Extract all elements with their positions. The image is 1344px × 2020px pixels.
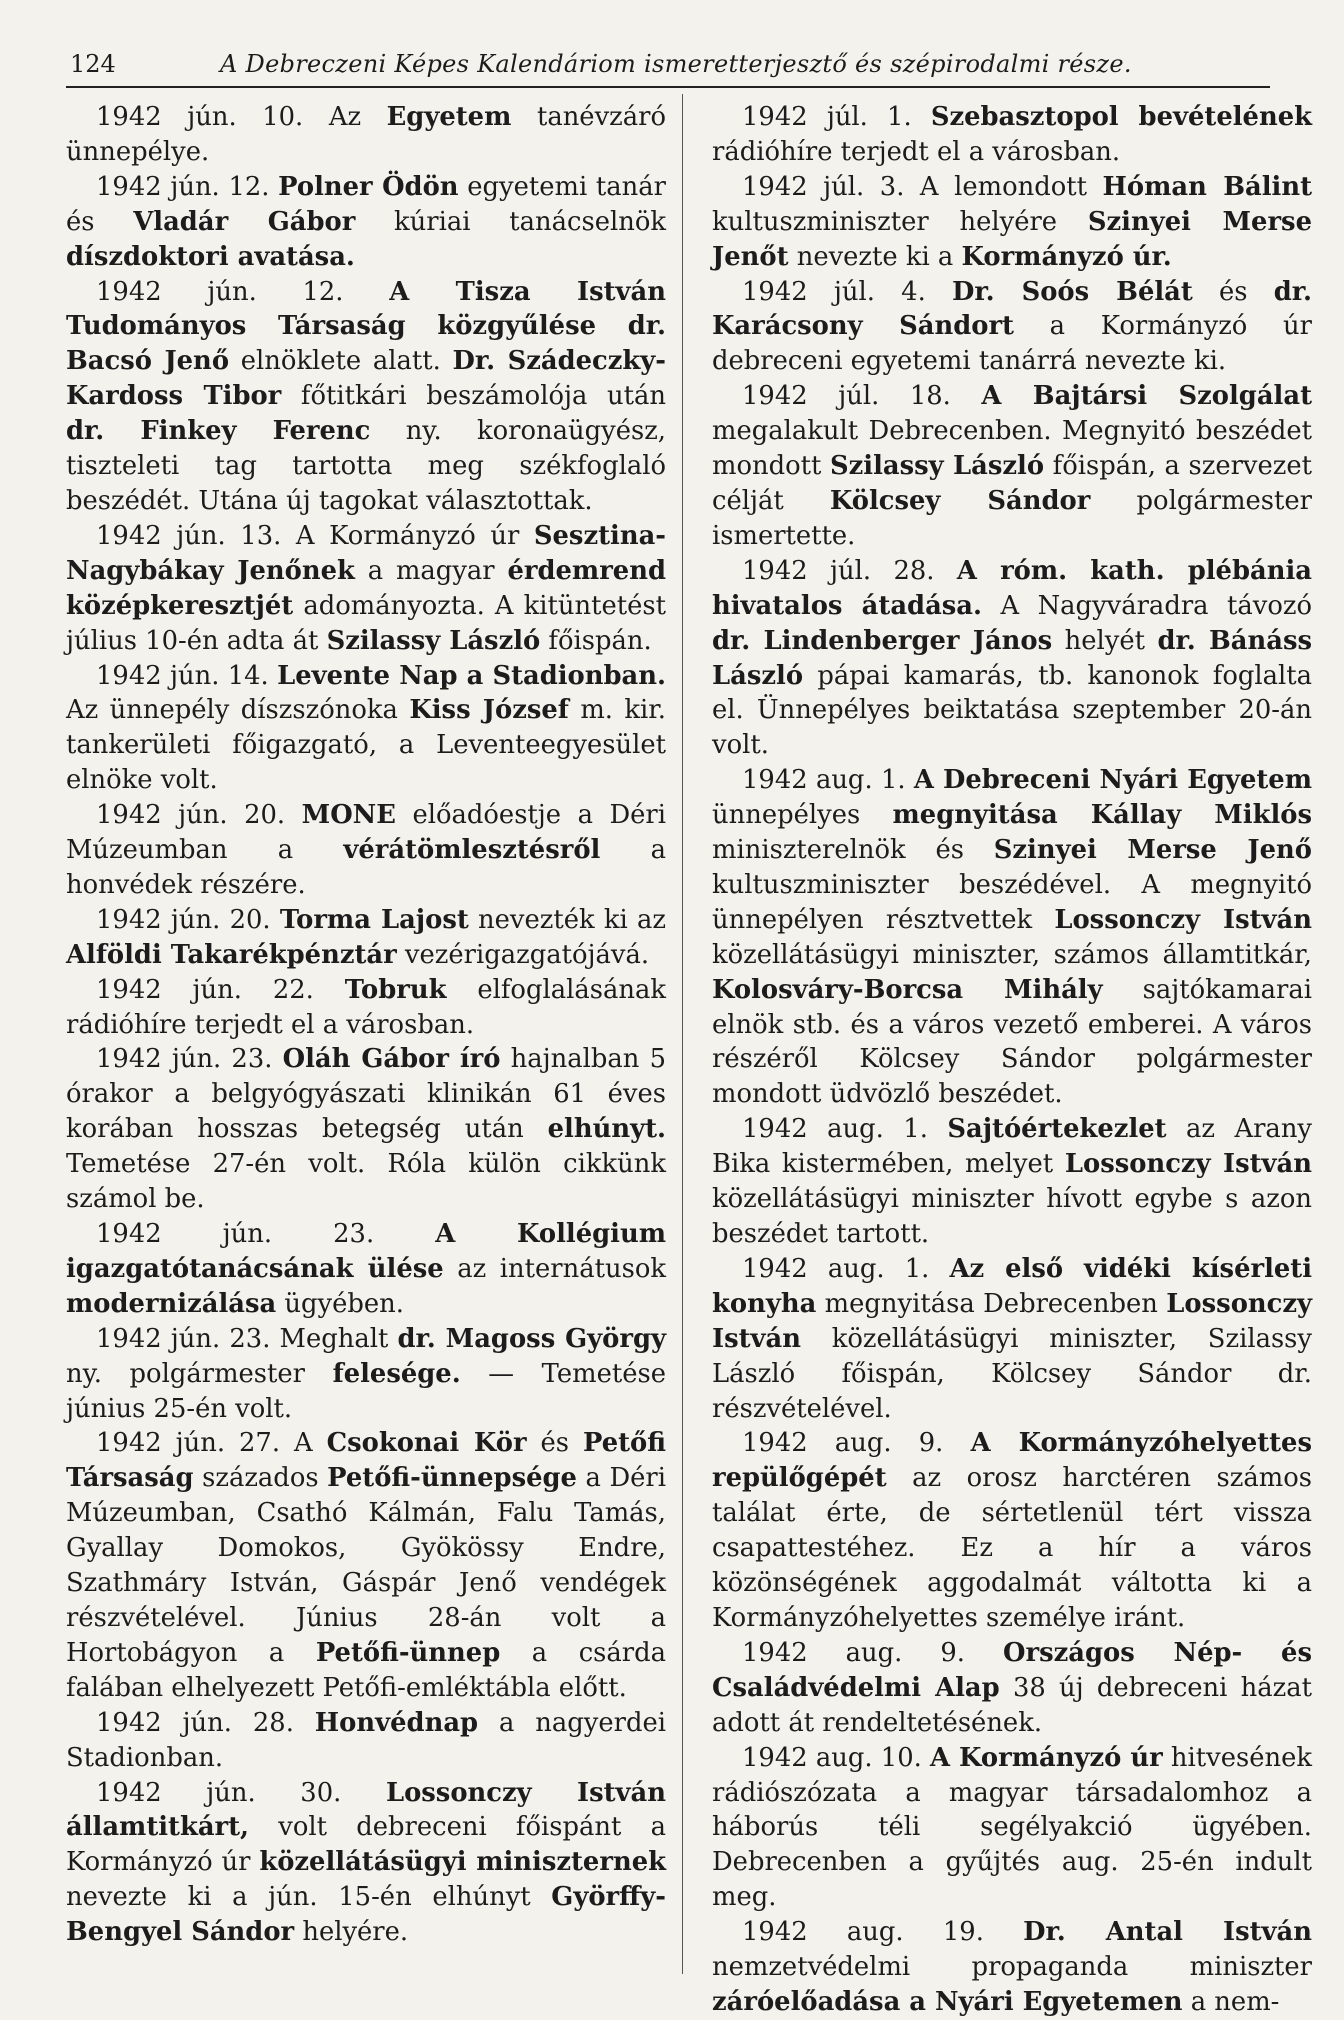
entry-text: 1942 júl. 18. — [742, 381, 982, 412]
entry-text: a csárda falában elhelyezett Petőfi-emléktábla előtt. — [66, 1637, 666, 1703]
chronicle-entry — [66, 1042, 666, 1217]
chronicle-entry — [66, 903, 666, 973]
entry-bold-text: Kolosváry-Borcsa Mihály — [712, 974, 1103, 1005]
entry-bold-text: Sajtóértekezlet — [947, 1114, 1167, 1145]
entry-text: kúriai tanácselnök — [355, 206, 666, 237]
entry-text: Temetése 27-én volt. Róla külön cikkünk számol be. — [66, 1149, 666, 1215]
entry-text: 1942 jún. 30. — [96, 1777, 386, 1808]
entry-text: ügyében. — [276, 1288, 404, 1319]
entry-bold-text: Petőfi-ünnepsége — [327, 1463, 577, 1494]
entry-bold-text: Kiss József — [409, 695, 569, 726]
entry-text: m. kir. tankerületi főigazgató, a Leventeegyesület elnöke volt. — [66, 695, 666, 796]
entry-text: sajtókamarai elnök stb. és a város vezető emberei. A város részéről Kölcsey Sándor polgármester mondott üdvözlő beszédet. — [712, 974, 1312, 1110]
entry-text: elnöklete alatt. — [229, 346, 453, 377]
entry-text: a Kormányzó úr debreceni egyetemi tanárrá nevezte ki. — [712, 311, 1312, 377]
entry-text: a honvédek részére. — [66, 835, 666, 900]
entry-text: a Déri Múzeumban, Csathó Kálmán, Falu Tamás, Gyallay Domokos, Gyökössy Endre, Szathmáry István, Gáspár Jenő vendégek részvételével. Június 28-án volt a Hortobágyon a — [66, 1463, 666, 1668]
entry-text: 1942 jún. 28. — [96, 1707, 315, 1738]
entry-text: elfoglalásának rádióhíre terjedt el a városban. — [66, 974, 666, 1040]
entry-text: polgármester ismertette. — [712, 485, 1312, 551]
entry-bold-text: Az első vidéki kísérleti konyha — [712, 1253, 1313, 1319]
left-column — [66, 100, 666, 1950]
entry-text: kultuszminiszter helyére — [712, 206, 1088, 237]
entry-bold-text: Lossonczy István — [712, 1288, 1312, 1354]
entry-text: főispán. — [540, 625, 652, 656]
entry-bold-text: A Tisza István Tudományos Társaság közgyűlése dr. Bacsó Jenő — [66, 276, 666, 377]
entry-bold-text: Petőfi-ünnep — [315, 1637, 501, 1668]
entry-bold-text: Kölcsey Sándor — [829, 485, 1091, 516]
entry-text: az internátusok — [443, 1253, 667, 1284]
chronicle-entry — [66, 1322, 666, 1427]
entry-bold-text: Országos Nép- és Családvédelmi Alap — [712, 1637, 1312, 1703]
entry-bold-text: Szinyei Merse Jenő — [993, 835, 1312, 866]
chronicle-entry — [712, 170, 1312, 275]
entry-bold-text: dr. Lindenberger János — [712, 625, 1053, 656]
entry-bold-text: dr. Magoss György — [397, 1323, 666, 1354]
entry-text: előadóestje a Déri Múzeumban a — [66, 800, 666, 866]
entry-text: 1942 jún. 27. A — [96, 1428, 327, 1459]
entry-text: — Temetése június 25-én volt. — [66, 1358, 666, 1424]
page-header — [70, 44, 1270, 84]
entry-text: a magyar — [354, 555, 508, 586]
entry-text: 1942 aug. 10. — [742, 1742, 931, 1773]
entry-bold-text: megnyitása Kállay Miklós — [892, 800, 1313, 831]
chronicle-entry — [66, 519, 666, 659]
entry-text: nevezte ki a jún. 15-én elhúnyt — [66, 1882, 552, 1913]
entry-text: és — [1192, 276, 1274, 307]
entry-text: 1942 júl. 28. — [742, 555, 957, 586]
chronicle-entry — [66, 798, 666, 903]
entry-bold-text: A Debreceni Nyári Egyetem — [913, 765, 1312, 796]
entry-bold-text: A róm. kath. plébánia hivatalos átadása. — [712, 555, 1312, 621]
entry-text: megalakult Debrecenben. Megnyitó beszédet mondott — [712, 416, 1312, 482]
entry-text: tanévzáró ünnepélye. — [66, 102, 666, 167]
entry-text: egyetemi tanár és — [66, 171, 666, 237]
entry-bold-text: Szilassy László — [830, 451, 1045, 482]
entry-text: megnyitása Debrecenben — [816, 1288, 1167, 1319]
entry-text: kultuszminiszter beszédével. A megnyitó ünnepélyen résztvettek — [712, 869, 1312, 935]
entry-text: nemzetvédelmi propaganda miniszter — [712, 1952, 1312, 1983]
entry-text: közellátásügyi miniszter, Szilassy László főispán, Kölcsey Sándor dr. részvételével. — [712, 1323, 1312, 1424]
entry-bold-text: A Kormányzó úr — [930, 1742, 1163, 1773]
entry-text: helyére. — [294, 1917, 409, 1948]
entry-text: 1942 aug. 1. — [742, 765, 914, 796]
entry-text: százados — [193, 1463, 328, 1494]
entry-text: 1942 jún. 22. — [96, 974, 345, 1005]
entry-bold-text: Lossonczy István államtitkárt, — [66, 1777, 666, 1843]
entry-text: 1942 jún. 12. — [96, 276, 390, 307]
entry-text: Az ünnepély díszszónoka — [66, 695, 410, 726]
entry-bold-text: Alföldi Takarékpénztár — [66, 939, 397, 970]
chronicle-entry — [712, 763, 1312, 1112]
entry-text: főispán, a szervezet célját — [712, 451, 1312, 516]
chronicle-entry — [712, 1915, 1312, 2020]
entry-bold-text: érdemrend középkeresztjét — [66, 555, 666, 621]
entry-text: 1942 jún. 12. — [96, 171, 279, 202]
entry-text: 1942 aug. 9. — [742, 1637, 1004, 1668]
entry-bold-text: elhúnyt. — [547, 1114, 666, 1145]
chronicle-entry — [712, 1252, 1312, 1427]
entry-bold-text: Honvédnap — [314, 1707, 479, 1738]
entry-bold-text: Csokonai Kör — [326, 1428, 527, 1459]
entry-text: 1942 jún. 14. — [96, 660, 278, 691]
entry-text: 1942 jún. 10. Az — [96, 102, 387, 132]
entry-text: 1942 aug. 9. — [742, 1428, 971, 1459]
chronicle-entry — [712, 275, 1312, 380]
entry-text: ny. polgármester — [66, 1358, 333, 1389]
entry-text: és — [526, 1428, 583, 1459]
entry-bold-text: Oláh Gábor író — [282, 1044, 501, 1075]
running-title: A Debreczeni Képes Kalendáriom ismeretterjesztő és szépirodalmi része. — [220, 50, 1132, 78]
chronicle-entry — [66, 659, 666, 799]
entry-text: hajnalban 5 órakor a belgyógyászati klinikán 61 éves korában hosszas betegség után — [66, 1044, 666, 1145]
chronicle-entry — [66, 170, 666, 275]
entry-text: 1942 aug. 1. — [742, 1253, 950, 1284]
chronicle-entry — [66, 1776, 666, 1951]
chronicle-entry — [712, 1112, 1312, 1252]
entry-bold-text: Kormányzó úr. — [961, 241, 1172, 272]
entry-bold-text: Levente Nap a Stadionban. — [277, 660, 666, 691]
entry-bold-text: A Kollégium igazgatótanácsának ülése — [66, 1219, 666, 1284]
entry-text: 1942 júl. 3. A lemondott — [742, 171, 1103, 202]
chronicle-entry — [66, 1706, 666, 1776]
entry-text: hitvesének rádiószózata a magyar társadalomhoz a háborús téli segélyakció ügyében. Debrecenben a gyűjtés aug. 25-én indult meg. — [712, 1742, 1312, 1913]
entry-text: pápai kamarás, tb. kanonok foglalta el. Ünnepélyes beiktatása szeptember 20-án volt. — [712, 660, 1312, 761]
entry-text: az orosz harctéren számos találat érte, de sértetlenül tért vissza csapattestéhez. Ez a hír a város közönségének aggodalmát váltotta ki a Kormányzóhelyettes személye iránt. — [712, 1463, 1312, 1633]
entry-text: a nem- — [1182, 1986, 1280, 2017]
entry-bold-text: Egyetem — [386, 102, 512, 132]
entry-text: nevezték ki az — [468, 904, 666, 935]
entry-text: rádióhíre terjedt el a városban. — [712, 136, 1121, 167]
entry-text: 1942 jún. 13. A Kormányzó úr — [96, 520, 534, 551]
entry-bold-text: Vladár Gábor — [133, 206, 356, 237]
entry-bold-text: Petőfi Társaság — [66, 1428, 666, 1494]
entry-text: ny. koronaügyész, tiszteleti tag tartotta meg székfoglaló beszédét. Utána új tagokat választottak. — [66, 416, 666, 516]
entry-bold-text: Hóman Bálint — [1102, 171, 1313, 202]
entry-text: volt debreceni főispánt a Kormányzó úr — [66, 1812, 666, 1878]
chronicle-entry — [712, 1741, 1312, 1916]
entry-bold-text: Torma Lajost — [279, 904, 469, 935]
entry-text: 1942 jún. 20. — [96, 800, 302, 831]
entry-bold-text: dr. Karácsony Sándort — [712, 276, 1312, 342]
entry-bold-text: A Kormányzóhelyettes repülőgépét — [712, 1428, 1312, 1494]
entry-bold-text: Szinyei Merse Jenőt — [712, 206, 1312, 272]
entry-bold-text: Sesztina-Nagybákay Jenőnek — [66, 520, 666, 586]
entry-text: adományozta. A kitüntetést július 10-én adta át — [66, 590, 666, 656]
entry-text: 1942 jún. 23. Meghalt — [96, 1323, 398, 1354]
chronicle-entry — [712, 1426, 1312, 1635]
entry-text: közellátásügyi miniszter, számos államtitkár, — [712, 939, 1312, 970]
entry-bold-text: díszdoktori avatása. — [66, 241, 355, 272]
entry-text: ünnepélyes — [712, 800, 893, 831]
entry-text: 1942 júl. 1. — [742, 102, 931, 132]
entry-bold-text: dr. Bánáss László — [712, 625, 1312, 691]
entry-text: 1942 jún. 23. — [96, 1044, 283, 1075]
entry-bold-text: Tobruk — [344, 974, 447, 1005]
entry-text: miniszterelnök és — [712, 835, 994, 866]
entry-bold-text: vérátömlesztésről — [343, 835, 601, 866]
entry-bold-text: közellátásügyi miniszternek — [259, 1847, 666, 1878]
entry-bold-text: Györffy-Bengyel Sándor — [66, 1882, 666, 1948]
entry-bold-text: Polner Ödön — [278, 171, 459, 202]
entry-text: 1942 jún. 23. — [96, 1219, 436, 1249]
entry-text: nevezte ki a — [788, 241, 962, 272]
entry-text: helyét — [1052, 625, 1158, 656]
entry-text: 1942 júl. 4. — [742, 276, 952, 307]
entry-bold-text: Lossonczy István — [1064, 1149, 1312, 1180]
entry-text: 1942 jún. 20. — [96, 904, 280, 935]
entry-text: A Nagyváradra távozó — [982, 590, 1312, 621]
entry-bold-text: Dr. Antal István — [1023, 1917, 1312, 1948]
entry-bold-text: Szebasztopol bevételének — [930, 102, 1312, 132]
chronicle-entry — [66, 100, 666, 170]
page-number: 124 — [70, 50, 116, 78]
right-column — [712, 100, 1312, 2020]
chronicle-entry — [66, 1426, 666, 1705]
entry-text: vezérigazgatójává. — [396, 939, 650, 970]
entry-bold-text: dr. Finkey Ferenc — [66, 416, 371, 447]
entry-text: főtitkári beszámolója után — [281, 381, 666, 412]
header-rule — [66, 86, 1270, 88]
entry-bold-text: záróelőadása a Nyári Egyetemen — [712, 1986, 1183, 2017]
chronicle-entry — [712, 100, 1312, 170]
chronicle-entry — [66, 1217, 666, 1322]
entry-bold-text: Dr. Soós Bélát — [952, 276, 1193, 307]
chronicle-entry — [712, 379, 1312, 554]
entry-text: közellátásügyi miniszter hívott egybe s azon beszédet tartott. — [712, 1184, 1312, 1249]
entry-bold-text: modernizálása — [66, 1288, 277, 1319]
entry-text: az Arany Bika kistermében, melyet — [712, 1114, 1313, 1180]
entry-bold-text: Dr. Szádeczky-Kardoss Tibor — [66, 346, 666, 412]
entry-bold-text: Szilassy László — [326, 625, 541, 656]
column-divider — [682, 94, 683, 1974]
entry-text: a nagyerdei Stadionban. — [66, 1707, 666, 1773]
chronicle-entry — [66, 973, 666, 1043]
chronicle-entry — [712, 554, 1312, 763]
entry-text: 1942 aug. 19. — [742, 1917, 1024, 1948]
entry-bold-text: felesége. — [332, 1358, 461, 1389]
chronicle-entry — [712, 1636, 1312, 1741]
entry-bold-text: Lossonczy István — [1054, 904, 1313, 935]
entry-text: 38 új debreceni házat adott át rendeltetésének. — [712, 1672, 1312, 1738]
entry-bold-text: A Bajtársi Szolgálat — [981, 381, 1312, 412]
entry-bold-text: MONE — [301, 800, 396, 831]
entry-text: 1942 aug. 1. — [742, 1114, 948, 1145]
chronicle-entry — [66, 275, 666, 519]
